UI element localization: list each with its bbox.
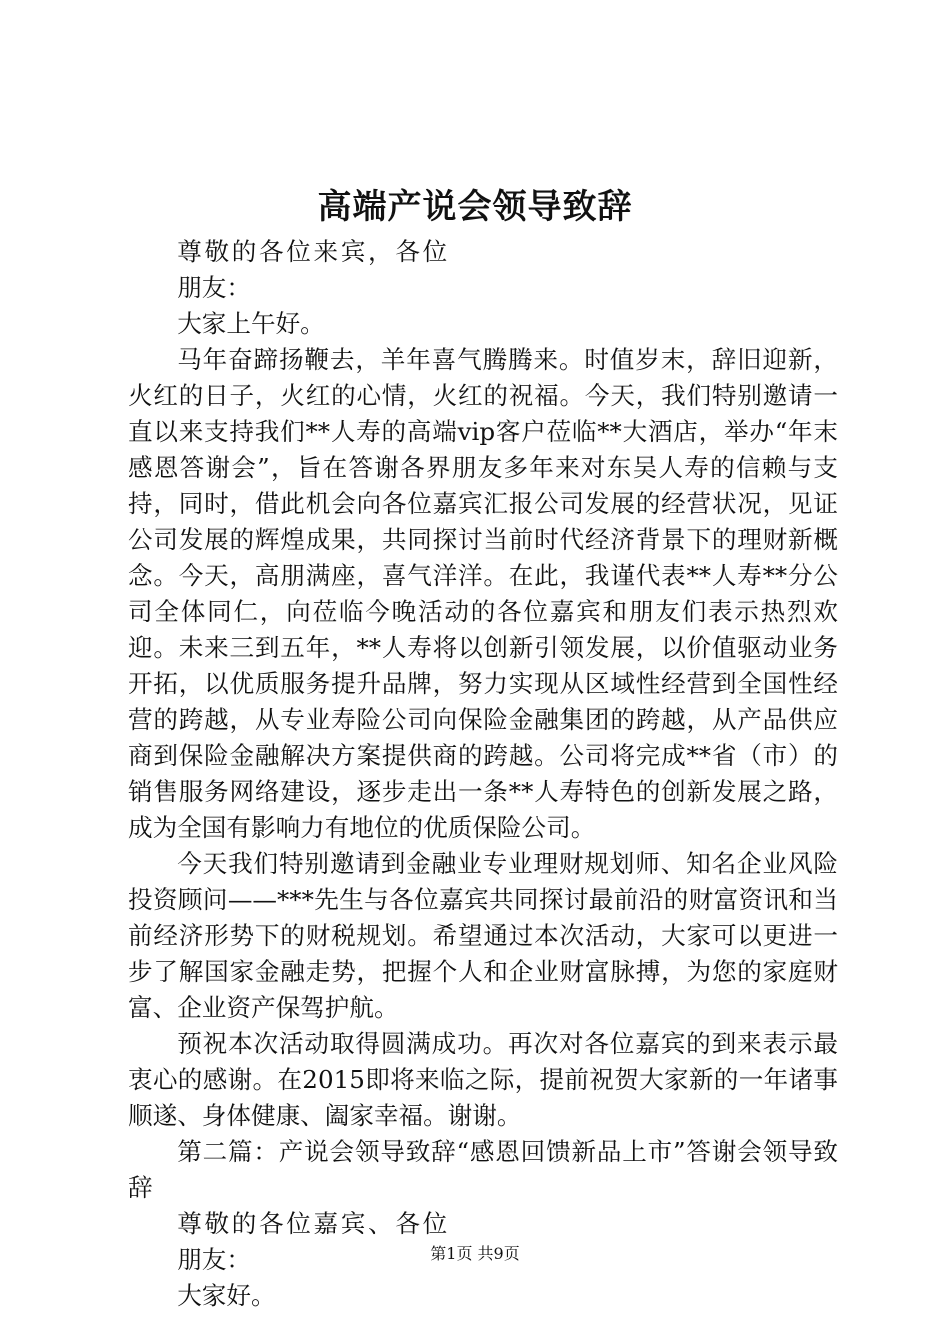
greeting-first: 大家上午好。 <box>177 309 325 338</box>
document-title: 高端产说会领导致辞 <box>317 187 633 227</box>
paragraph-invitation: 今天我们特别邀请到金融业专业理财规划师、知名企业风险投资顾问——***先生与各位嘉宾共同探讨最前沿的财富资讯和当前经济形势下的财税规划。希望通过本次活动，大家可以更进一步了解国家金融走势，把握个人和企业财富脉搏，为您的家庭财富、企业资产保驾护航。 <box>128 849 838 1022</box>
salutation-first: 尊敬的各位来宾，各位朋友： <box>177 237 448 302</box>
salutation-second: 尊敬的各位嘉宾、各位朋友： <box>177 1209 448 1274</box>
greeting-second: 大家好。 <box>177 1281 276 1310</box>
document-body <box>128 234 838 1314</box>
section-heading-second: 第二篇：产说会领导致辞“感恩回馈新品上市”答谢会领导致辞 <box>128 1137 838 1202</box>
paragraph-opening: 马年奋蹄扬鞭去，羊年喜气腾腾来。时值岁末，辞旧迎新，火红的日子，火红的心情，火红的祝福。今天，我们特别邀请一直以来支持我们**人寿的高端vip客户莅临**大酒店，举办“年末感恩答谢会”，旨在答谢各界朋友多年来对东吴人寿的信赖与支持，同时，借此机会向各位嘉宾汇报公司发展的经营状况，见证公司发展的辉煌成果，共同探讨当前时代经济背景下的理财新概念。今天，高朋满座，喜气洋洋。在此，我谨代表**人寿**分公司全体同仁，向莅临今晚活动的各位嘉宾和朋友们表示热烈欢迎。未来三到五年，**人寿将以创新引领发展，以价值驱动业务开拓，以优质服务提升品牌，努力实现从区域性经营到全国性经营的跨越，从专业寿险公司向保险金融集团的跨越，从产品供应商到保险金融解决方案提供商的跨越。公司将完成**省（市）的销售服务网络建设，逐步走出一条**人寿特色的创新发展之路，成为全国有影响力有地位的优质保险公司。 <box>128 345 838 842</box>
page-footer: 第1页 共9页 <box>430 1244 520 1263</box>
paragraph-closing: 预祝本次活动取得圆满成功。再次对各位嘉宾的到来表示最衷心的感谢。在2015即将来临之际，提前祝贺大家新的一年诸事顺遂、身体健康、阖家幸福。谢谢。 <box>128 1029 838 1130</box>
